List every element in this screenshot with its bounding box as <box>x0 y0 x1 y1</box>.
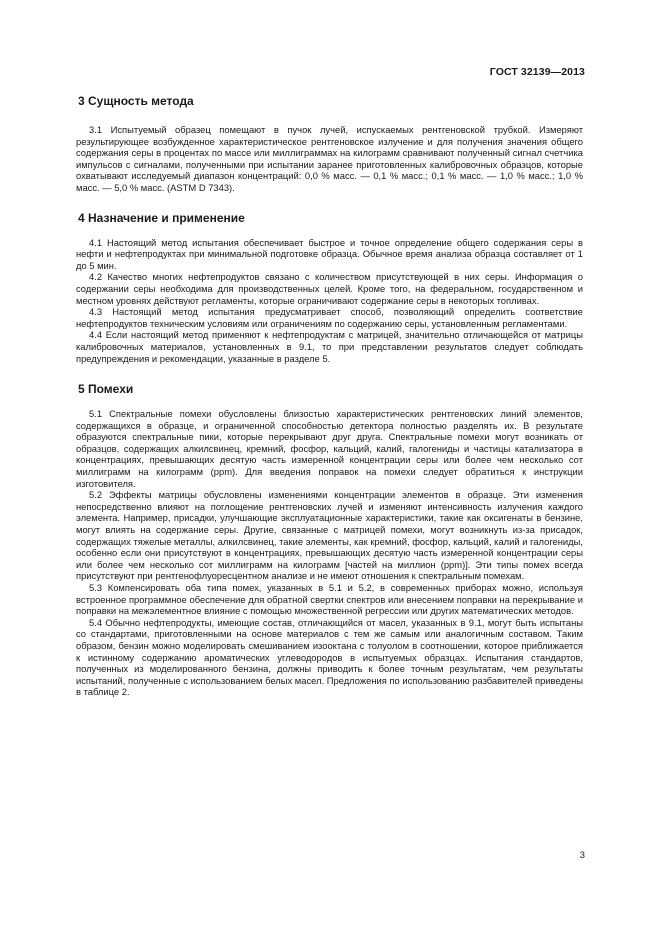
section-5-heading: 5 Помехи <box>78 382 134 397</box>
paragraph-5-4: 5.4 Обычно нефтепродукты, имеющие состав, отличающийся от масел, указанных в 9.1, могут быть испытаны со стандартами, приготовленными на основе материалов с тем же самым или аналогичным составом. Таким образом, бензин можно моделировать смешиванием изооктана с толуолом в соотношении, которое приближается к истинному содержанию ароматических углеводородов в испытуемых образцах. Испытания стандартов, полученных из моделированного бензина, должны приводить к более точным результатам, чем результаты испытаний, полученные с использованием белых масел. Предложения по использованию разбавителей приведены в таблице 2. <box>76 616 583 698</box>
section-4-heading: 4 Назначение и применение <box>78 210 245 225</box>
document-body <box>76 94 583 698</box>
paragraph-5-1: 5.1 Спектральные помехи обусловлены близостью характеристических рентгеновских линий элементов, содержащихся в образце, и ограниченной способностью детектора полностью разделять их. В результате образуются спектральные пики, которые перекрывают друг друга. Спектральные помехи могут возникать от образцов, содержащих алкилсвинец, кремний, фосфор, кальций, калий, галогениды и частицы катализатора в концентрациях, превышающих десятую часть измеренной концентрации серы или более чем несколько сот миллиграмм на килограмм (ppm). Для введения поправок на помехи следует обратиться к инструкции изготовителя. <box>76 408 583 489</box>
section-3-heading: 3 Сущность метода <box>78 94 194 108</box>
paragraph-4-3: 4.3 Настоящий метод испытания предусматривает способ, позволяющий определить соответствие нефтепродуктов техническим условиям или ограничениям по содержанию серы, установленным регламентами. <box>76 306 583 329</box>
paragraph-3-1: 3.1 Испытуемый образец помещают в пучок лучей, испускаемых рентгеновской трубкой. Измеряют результирующее возбужденное характеристическое рентгеновское излучение и для получения значения общего содержания серы в процентах по массе или миллиграммах на килограмм сравнивают полученный сигнал счетчика импульсов с сигналами, полученными при испытании заранее приготовленных калибровочных образцов, которые охватывают исследуемый диапазон концентраций: 0,0 % масс. — 0,1 % масс.; 0,1 % масс. — 1,0 % масс.; 1,0 % масс. — 5,0 % масс. (ASTM D 7343). <box>76 124 583 193</box>
page-number: 3 <box>579 849 585 860</box>
document-code: ГОСТ 32139—2013 <box>489 66 585 78</box>
paragraph-4-4: 4.4 Если настоящий метод применяют к нефтепродуктам с матрицей, значительно отличающейся от матрицы калибровочных материалов, установленных в 9.1, то при представлении результатов следует соблюдать предупреждения и рекомендации, указанные в разделе 5. <box>76 329 583 364</box>
paragraph-4-2: 4.2 Качество многих нефтепродуктов связано с количеством присутствующей в них серы. Информация о содержании серы необходима для производственных целей. Кроме того, на федеральном, государственном и местном уровнях действуют регламенты, которые ограничивают содержание серы в некоторых топливах. <box>76 271 583 306</box>
paragraph-4-1: 4.1 Настоящий метод испытания обеспечивает быстрое и точное определение общего содержания серы в нефти и нефтепродуктах при минимальной подготовке образца. Обычное время анализа образца составляет от 1 до 5 мин. <box>76 236 583 271</box>
paragraph-5-2: 5.2 Эффекты матрицы обусловлены изменениями концентрации элементов в образце. Эти изменения непосредственно влияют на поглощение рентгеновских лучей и изменяют интенсивность излучения каждого элемента. Например, присадки, улучшающие эксплуатационные характеристики, такие как оксигенаты в бензине, могут влиять на содержание серы. Другие, связанные с матрицей помехи, могут возникнуть из-за присадок, содержащих тяжелые металлы, алкилсвинец, такие элементы, как кремний, фосфор, кальций, калий и галогениды, особенно если они присутствуют в концентрациях, превышающих десятую часть измеренной концентрации серы или более чем несколько сот миллиграмм на килограмм [частей на миллион (ppm)]. Эти типы помех всегда присутствуют при рентгенофлуоресцентном анализе и не имеют отношения к спектральным помехам. <box>76 489 583 582</box>
paragraph-5-3: 5.3 Компенсировать оба типа помех, указанных в 5.1 и 5.2, в современных приборах можно, используя встроенное программное обеспечение для обратной свертки спектров или внесением поправки на перекрывание и поправки на межэлементное влияние с помощью множественной регрессии или других математических методов. <box>76 582 583 617</box>
